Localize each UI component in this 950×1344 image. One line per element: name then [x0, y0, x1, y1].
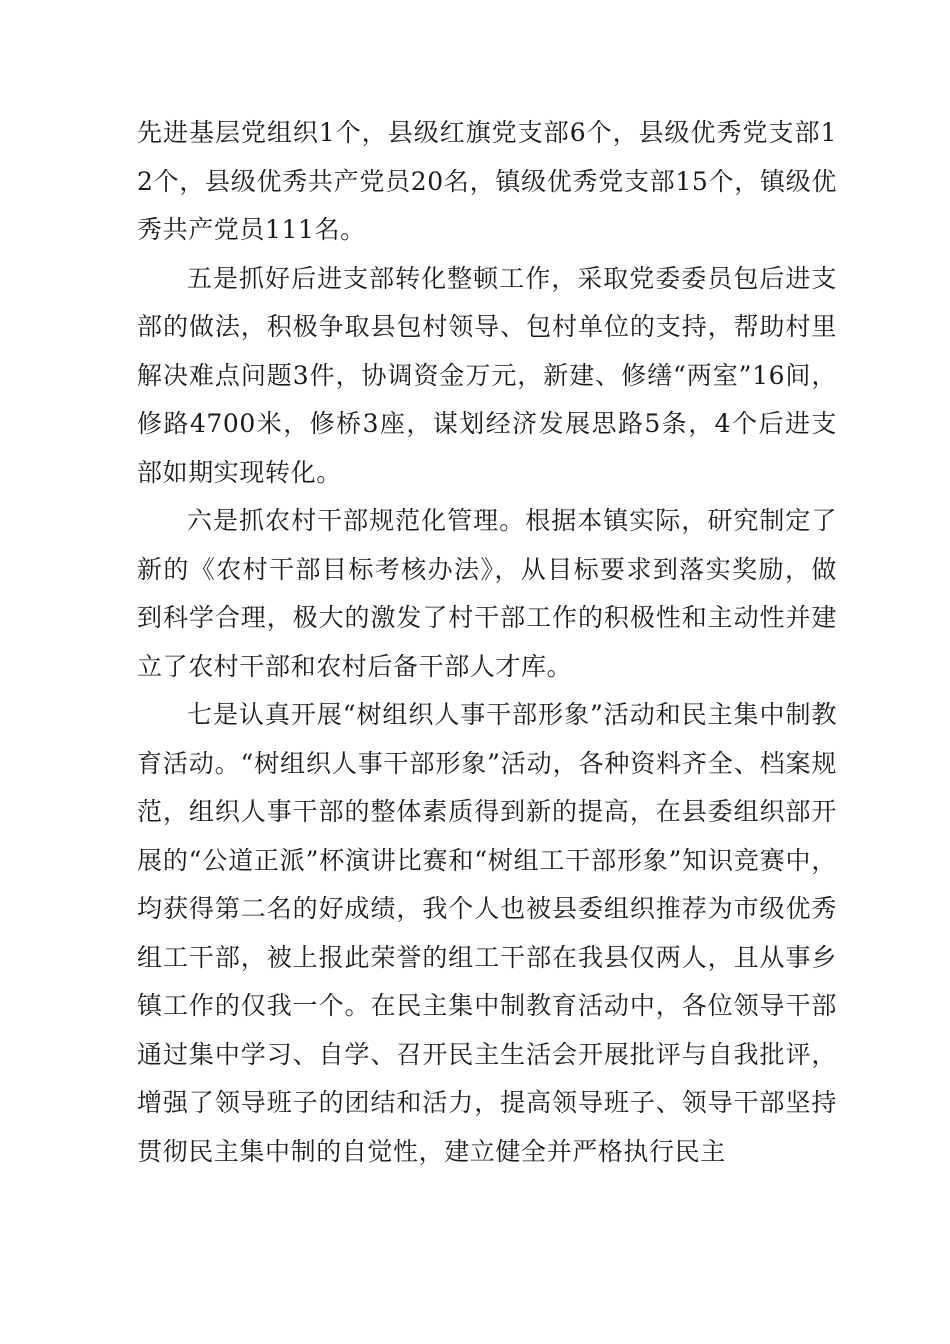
- paragraph-item-five: 五是抓好后进支部转化整顿工作，采取党委委员包后进支部的做法，积极争取县包村领导、包村单位的支持，帮助村里解决难点问题3件，协调资金万元，新建、修缮“两室”16间，修路4700米，修桥3座，谋划经济发展思路5条，4个后进支部如期实现转化。: [137, 263, 837, 487]
- paragraph-item-seven: 七是认真开展“树组织人事干部形象”活动和民主集中制教育活动。“树组织人事干部形象”活动，各种资料齐全、档案规范，组织人事干部的整体素质得到新的提高，在县委组织部开展的“公道正派”杯演讲比赛和“树组工干部形象”知识竞赛中，均获得第二名的好成绩，我个人也被县委组织推荐为市级优秀组工干部，被上报此荣誉的组工干部在我县仅两人，且从事乡镇工作的仅我一个。在民主集中制教育活动中，各位领导干部通过集中学习、自学、召开民主生活会开展批评与自我批评，增强了领导班子的团结和活力，提高领导班子、领导干部坚持贯彻民主集中制的自觉性，建立健全并严格执行民主: [137, 700, 837, 1166]
- paragraph-honors-summary: 先进基层党组织1个，县级红旗党支部6个，县级优秀党支部12个，县级优秀共产党员20名，镇级优秀党支部15个，镇级优秀共产党员111名。: [137, 118, 837, 244]
- paragraph-item-six: 六是抓农村干部规范化管理。根据本镇实际，研究制定了新的《农村干部目标考核办法》，从目标要求到落实奖励，做到科学合理，极大的激发了村干部工作的积极性和主动性并建立了农村干部和农村后备干部人才库。: [137, 506, 837, 681]
- document-body: [137, 109, 837, 1176]
